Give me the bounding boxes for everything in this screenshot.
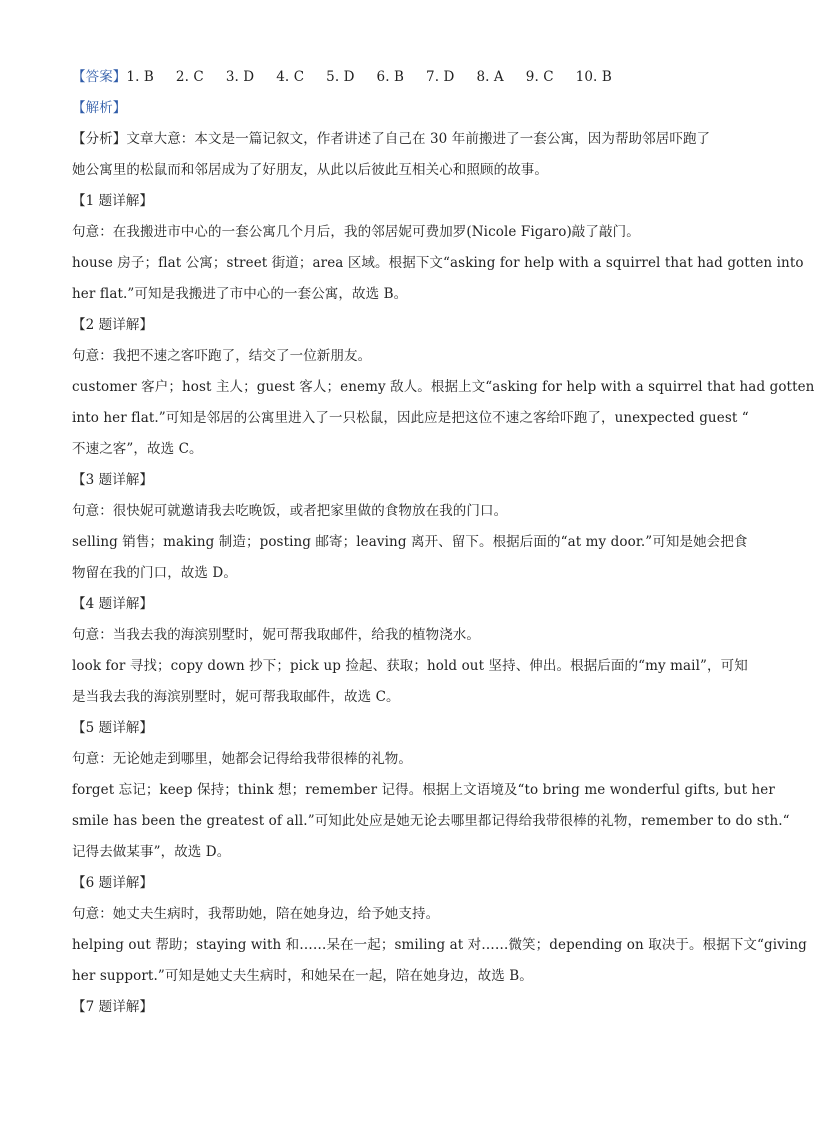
q5-line-2: forget 忘记；keep 保持；think 想；remember 记得。根据上文语境及“to bring me wonderful gifts, but her: [72, 782, 775, 798]
q1-heading: 【1 题详解】: [72, 193, 154, 209]
summary-line-2: 她公寓里的松鼠而和邻居成为了好朋友，从此以后彼此互相关心和照顾的故事。: [72, 162, 548, 178]
answer-5: 5. D: [326, 69, 355, 85]
q1-line-3: her flat.”可知是我搬进了市中心的一套公寓，故选 B。: [72, 286, 408, 302]
q6-line-1: 句意：她丈夫生病时，我帮助她，陪在她身边，给予她支持。: [72, 906, 440, 922]
q3-heading: 【3 题详解】: [72, 472, 154, 488]
answer-key-line: [72, 62, 726, 93]
q3-line-2: selling 销售；making 制造；posting 邮寄；leaving 离开、留下。根据后面的“at my door.”可知是她会把食: [72, 534, 748, 550]
q4-line-1: 句意：当我去我的海滨别墅时，妮可帮我取邮件，给我的植物浇水。: [72, 627, 480, 643]
q2-line-2: customer 客户；host 主人；guest 客人；enemy 敌人。根据上文“asking for help with a squirrel that had gotten: [72, 379, 814, 395]
document-page: [72, 62, 814, 1023]
q6-line-2: helping out 帮助；staying with 和……呆在一起；smiling at 对……微笑；depending on 取决于。根据下文“giving: [72, 937, 807, 953]
answer-10: 10. B: [575, 69, 612, 85]
q2-heading: 【2 题详解】: [72, 317, 154, 333]
q7-heading: 【7 题详解】: [72, 999, 154, 1015]
answer-1: 1. B: [126, 69, 154, 85]
q2-line-4: 不速之客”，故选 C。: [72, 441, 203, 457]
q2-line-3: into her flat.”可知是邻居的公寓里进入了一只松鼠，因此应是把这位不速之客给吓跑了，unexpected guest “: [72, 410, 749, 426]
q2-line-1: 句意：我把不速之客吓跑了，结交了一位新朋友。: [72, 348, 372, 364]
answer-9: 9. C: [525, 69, 554, 85]
answer-7: 7. D: [426, 69, 455, 85]
q1-line-2: house 房子；flat 公寓；street 街道；area 区域。根据下文“asking for help with a squirrel that had gotten into: [72, 255, 804, 271]
answer-6: 6. B: [376, 69, 405, 85]
q5-line-4: 记得去做某事”，故选 D。: [72, 844, 231, 860]
q1-line-1: 句意：在我搬进市中心的一套公寓几个月后，我的邻居妮可费加罗(Nicole Figaro)敲了敲门。: [72, 224, 640, 240]
analysis-label: 【解析】: [72, 100, 127, 116]
q6-heading: 【6 题详解】: [72, 875, 154, 891]
answer-3: 3. D: [225, 69, 255, 85]
answer-label: 【答案】: [72, 69, 127, 85]
answer-4: 4. C: [276, 69, 305, 85]
q4-line-3: 是当我去我的海滨别墅时，妮可帮我取邮件，故选 C。: [72, 689, 400, 705]
answer-8: 8. A: [476, 69, 504, 85]
q5-heading: 【5 题详解】: [72, 720, 154, 736]
q4-line-2: look for 寻找；copy down 抄下；pick up 捡起、获取；hold out 坚持、伸出。根据后面的“my mail”，可知: [72, 658, 748, 674]
q3-line-3: 物留在我的门口，故选 D。: [72, 565, 237, 581]
q6-line-3: her support.”可知是她丈夫生病时，和她呆在一起，陪在她身边，故选 B。: [72, 968, 533, 984]
q3-line-1: 句意：很快妮可就邀请我去吃晚饭，或者把家里做的食物放在我的门口。: [72, 503, 508, 519]
q5-line-3: smile has been the greatest of all.”可知此处应是她无论去哪里都记得给我带很棒的礼物，remember to do sth.“: [72, 813, 790, 829]
q5-line-1: 句意：无论她走到哪里，她都会记得给我带很棒的礼物。: [72, 751, 412, 767]
summary-line-1: 【分析】文章大意：本文是一篇记叙文，作者讲述了自己在 30 年前搬进了一套公寓，因为帮助邻居吓跑了: [72, 131, 711, 147]
answer-2: 2. C: [175, 69, 204, 85]
q4-heading: 【4 题详解】: [72, 596, 154, 612]
